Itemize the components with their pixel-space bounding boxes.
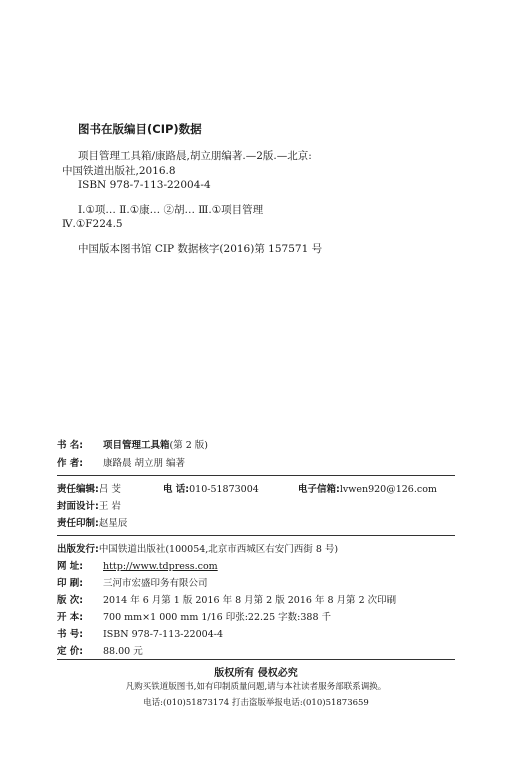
isbn-value: ISBN 978-7-113-22004-4 bbox=[103, 629, 223, 640]
email-row bbox=[298, 481, 437, 495]
cover-designer-row bbox=[57, 498, 121, 512]
printer-row bbox=[57, 575, 208, 589]
book-author-row bbox=[57, 455, 185, 469]
divider-1 bbox=[57, 475, 455, 476]
website-label: 网 址: bbox=[57, 561, 84, 572]
cip-line-subjects: Ⅰ.①项… Ⅱ.①康… ②胡… Ⅲ.①项目管理 bbox=[78, 204, 264, 216]
issuer-label: 出版发行: bbox=[57, 544, 99, 555]
editor-label: 责任编辑: bbox=[57, 484, 99, 495]
email-label: 电子信箱: bbox=[298, 484, 340, 495]
price-label: 定 价: bbox=[57, 646, 84, 657]
book-author-value: 康路晨 胡立朋 编著 bbox=[103, 458, 186, 469]
print-supervisor-label: 责任印制: bbox=[57, 518, 99, 529]
print-supervisor-row bbox=[57, 515, 127, 529]
format-row bbox=[57, 609, 331, 623]
email-value: lvwen920@126.com bbox=[339, 484, 437, 495]
divider-3 bbox=[57, 659, 455, 660]
website-link[interactable]: http://www.tdpress.com bbox=[103, 561, 218, 572]
editor-value: 吕 芠 bbox=[98, 484, 121, 495]
isbn-row bbox=[57, 626, 223, 640]
phone-label: 电 话: bbox=[163, 484, 190, 495]
edition-value: 2014 年 6 月第 1 版 2016 年 8 月第 2 版 2016 年 8 月第 2 次印刷 bbox=[103, 595, 397, 606]
cover-designer-label: 封面设计: bbox=[57, 501, 99, 512]
website-row bbox=[57, 558, 218, 572]
price-value: 88.00 元 bbox=[103, 646, 143, 657]
edition-label: 版 次: bbox=[57, 595, 84, 606]
cip-line-title-author: 项目管理工具箱/康路晨,胡立朋编著.—2版.—北京: bbox=[78, 150, 312, 162]
phone-row bbox=[163, 481, 259, 495]
format-label: 开 本: bbox=[57, 612, 84, 623]
issuer-value: 中国铁道出版社(100054,北京市西城区右安门西街 8 号) bbox=[98, 544, 339, 555]
book-title-label: 书 名: bbox=[57, 440, 84, 451]
book-title-row bbox=[57, 437, 208, 451]
cover-designer-value: 王 岩 bbox=[98, 501, 121, 512]
cip-line-classification: Ⅳ.①F224.5 bbox=[62, 218, 123, 230]
divider-2 bbox=[57, 535, 455, 536]
quality-notice: 凡购买铁道版图书,如有印制质量问题,请与本社读者服务部联系调换。 bbox=[125, 682, 387, 692]
cip-line-record-number: 中国版本图书馆 CIP 数据核字(2016)第 157571 号 bbox=[78, 243, 323, 255]
cip-line-isbn: ISBN 978-7-113-22004-4 bbox=[78, 179, 211, 191]
copyright-notice: 版权所有 侵权必究 bbox=[214, 668, 298, 679]
printer-value: 三河市宏盛印务有限公司 bbox=[103, 578, 208, 589]
edition-row bbox=[57, 592, 396, 606]
print-supervisor-value: 赵星辰 bbox=[98, 518, 128, 529]
phone-value: 010-51873004 bbox=[189, 484, 259, 495]
cip-heading: 图书在版编目(CIP)数据 bbox=[78, 122, 202, 136]
book-author-label: 作 者: bbox=[57, 458, 84, 469]
isbn-label: 书 号: bbox=[57, 629, 84, 640]
contact-phones: 电话:(010)51873174 打击盗版举报电话:(010)51873659 bbox=[143, 698, 369, 708]
book-edition: (第 2 版) bbox=[169, 440, 209, 451]
editor-row bbox=[57, 481, 121, 495]
issuer-row bbox=[57, 541, 338, 555]
printer-label: 印 刷: bbox=[57, 578, 84, 589]
cip-line-publisher: 中国铁道出版社,2016.8 bbox=[62, 165, 176, 177]
price-row bbox=[57, 643, 143, 657]
book-title-value: 项目管理工具箱 bbox=[103, 440, 170, 451]
format-value: 700 mm×1 000 mm 1/16 印张:22.25 字数:388 千 bbox=[103, 612, 332, 623]
